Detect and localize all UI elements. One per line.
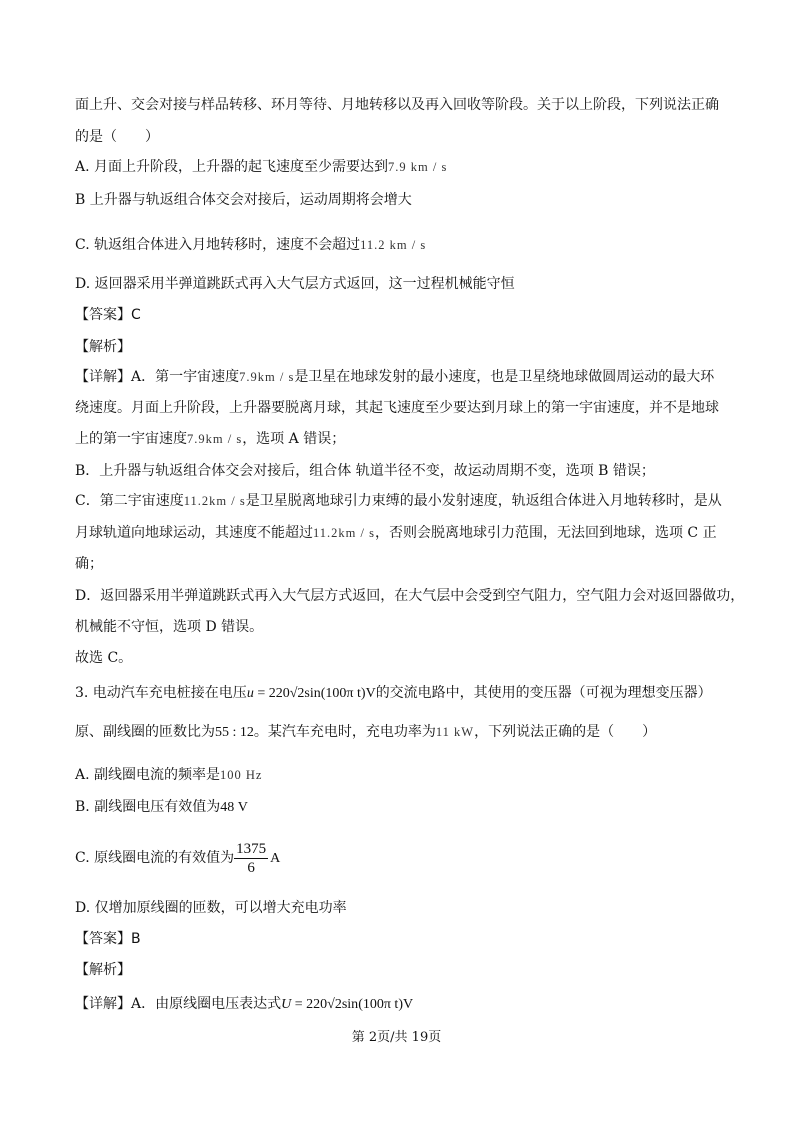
text: 【详解】A．由原线圈电压表达式 (75, 996, 282, 1012)
math-var: u (246, 686, 254, 701)
text: B．上升器与轨返组合体交会对接后，组合体 轨道半径不变，故运动周期不变，选项 B 错误； (75, 463, 655, 479)
analysis-label (75, 337, 131, 357)
math-var: U (281, 997, 292, 1012)
math-eq: = 220 (253, 686, 290, 701)
paren-close: ) (398, 997, 403, 1012)
math-arg: 100π t (325, 686, 361, 701)
detail-line (75, 367, 714, 387)
math-unit: V (365, 686, 376, 701)
text: 故选 C。 (75, 650, 133, 666)
detail-line (75, 617, 263, 637)
fraction (234, 840, 268, 877)
detail-line (75, 398, 719, 418)
text: 【解析】 (75, 962, 131, 978)
detail-line (75, 554, 103, 574)
math-value: 7.9km / s (239, 370, 295, 384)
math-value: 100 Hz (220, 768, 263, 782)
denominator: 6 (247, 859, 255, 876)
math-value: 48 V (220, 800, 248, 815)
option-text: D. 仅增加原线圈的匝数，可以增大充电功率 (75, 900, 347, 916)
text: 是卫星在地球发射的最小速度，也是卫星绕地球做圆周运动的最大环 (294, 369, 715, 385)
answer-line (75, 929, 141, 949)
text: 【详解】A．第一宇宙速度 (75, 369, 240, 385)
analysis-label (75, 960, 131, 980)
paren-open: ( (358, 997, 363, 1012)
detail-line (75, 523, 717, 543)
option-a (75, 765, 262, 785)
math-sqrt: √2 (289, 686, 305, 701)
answer-value: C (131, 307, 141, 323)
math-value: 11.2 km / s (360, 238, 427, 252)
math-unit: V (403, 997, 414, 1012)
option-text: B. 副线圈电压有效值为 (75, 799, 221, 815)
option-a (75, 157, 447, 177)
answer-label: 【答案】 (75, 931, 131, 947)
answer-line (75, 305, 141, 325)
math-fn: sin (341, 997, 359, 1012)
text: 是卫星脱离地球引力束缚的最小发射速度，轨返组合体进入月地转移时，是从 (245, 493, 722, 509)
text: 月球轨道向地球运动，其速度不能超过 (75, 525, 313, 541)
option-d (75, 274, 515, 294)
detail-line (75, 491, 722, 511)
option-b (75, 797, 248, 818)
option-c (75, 235, 426, 255)
paren-open: ( (320, 686, 326, 701)
detail-line (75, 429, 345, 449)
detail-line (75, 648, 132, 668)
answer-value: B (131, 931, 141, 947)
numerator: 1375 (236, 840, 267, 857)
text: ，选项 A 错误； (242, 431, 346, 447)
option-b (75, 190, 412, 210)
page-footer: 第 2页/共 19页 (351, 1030, 442, 1045)
detail-line (75, 586, 744, 606)
text: C．第二宇宙速度 (75, 493, 184, 509)
option-text: D. 返回器采用半弹道跳跃式再入大气层方式返回，这一过程机械能守恒 (75, 276, 515, 292)
text: D．返回器采用半弹道跳跃式再入大气层方式返回，在大气层中会受到空气阻力，空气阻力会对返回器做功， (75, 588, 745, 604)
answer-label: 【答案】 (75, 307, 131, 323)
detail-line (75, 994, 413, 1015)
detail-line (75, 461, 655, 481)
text: 原、副线圈的匝数比为 (75, 724, 215, 740)
math-eq: = 220 (291, 997, 328, 1012)
math-value: 7.9 km / s (388, 160, 448, 174)
text: 的是（ ） (75, 129, 159, 145)
math-sqrt: √2 (327, 997, 342, 1012)
math-fn: sin (304, 686, 321, 701)
option-text: A. 副线圈电流的频率是 (75, 767, 221, 783)
text: ，下列说法正确的是（ ） (474, 724, 657, 740)
question-3 (75, 683, 712, 704)
math-unit: A (270, 851, 281, 866)
text: 3. 电动汽车充电桩接在电压 (75, 685, 247, 701)
text: 上的第一宇宙速度 (75, 431, 187, 447)
text: 机械能不守恒，选项 D 错误。 (75, 619, 264, 635)
math-arg: 100π t (362, 997, 399, 1012)
text-line (75, 95, 719, 115)
text-line (75, 127, 159, 147)
math-value: 7.9km / s (187, 432, 243, 446)
text: 确； (75, 556, 103, 572)
option-c (75, 838, 280, 879)
math-value: 11.2km / s (313, 526, 375, 540)
option-text: A. 月面上升阶段，上升器的起飞速度至少需要达到 (75, 159, 389, 175)
text: 。某汽车充电时，充电功率为 (253, 724, 436, 740)
option-text: C. 原线圈电流的有效值为 (75, 850, 235, 866)
text: ，否则会脱离地球引力范围，无法回到地球，选项 C 正 (374, 525, 717, 541)
option-text: C. 轨返组合体进入月地转移时，速度不会超过 (75, 237, 361, 253)
option-d (75, 898, 347, 918)
option-text: B 上升器与轨返组合体交会对接后，运动周期将会增大 (75, 192, 412, 208)
math-value: 11.2km / s (183, 494, 246, 508)
text: 【解析】 (75, 339, 131, 355)
text: 面上升、交会对接与样品转移、环月等待、月地转移以及再入回收等阶段。关于以上阶段，下列说法正确 (75, 97, 719, 113)
text: 的交流电路中，其使用的变压器（可视为理想变压器） (375, 685, 712, 701)
text: 绕速度。月面上升阶段，上升器要脱离月球，其起飞速度至少要达到月球上的第一宇宙速度，并不是地球 (75, 400, 719, 416)
math-value: 11 kW (435, 725, 475, 739)
question-3-line2 (75, 722, 656, 743)
math-value: 55 : 12 (215, 725, 254, 740)
paren-close: ) (360, 686, 366, 701)
